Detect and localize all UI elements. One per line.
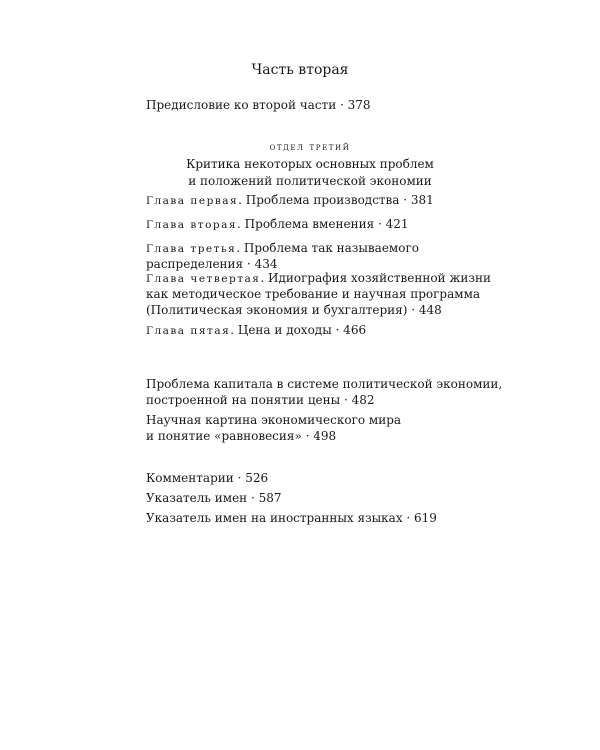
essay-entry-line: Проблема капитала в системе политической экономии,	[146, 377, 503, 391]
essay-entry-line: построенной на понятии цены · 482	[146, 393, 375, 407]
chapter-label: Глава пятая	[146, 325, 231, 337]
chapter-label: Глава четвертая	[146, 273, 261, 285]
chapter-label: Глава первая	[146, 195, 239, 207]
appendix-entry: Указатель имен · 587	[146, 491, 282, 505]
chapter-label: Глава третья	[146, 243, 237, 255]
chapter-title-cont: как методическое требование и научная программа	[146, 287, 481, 301]
chapter-entry	[146, 322, 366, 340]
essay-entry-line: и понятие «равновесия» · 498	[146, 429, 337, 443]
section-subtitle-1: Критика некоторых основных проблем	[186, 157, 434, 171]
chapter-title: . Идиография хозяйственной жизни	[260, 271, 491, 285]
chapter-entry	[146, 192, 434, 210]
appendix-entry: Комментарии · 526	[146, 471, 269, 485]
part-title: Часть вторая	[251, 62, 349, 78]
chapter-title: . Проблема так называемого	[236, 241, 419, 255]
chapter-title: . Цена и доходы · 466	[230, 323, 367, 337]
section-label: отдел третий	[269, 141, 351, 153]
preface-entry: Предисловие ко второй части · 378	[146, 98, 371, 112]
appendix-entry: Указатель имен на иностранных языках · 619	[146, 511, 437, 525]
chapter-label: Глава вторая	[146, 219, 238, 231]
chapter-title: . Проблема производства · 381	[238, 193, 434, 207]
essay-entry-line: Научная картина экономического мира	[146, 413, 402, 427]
chapter-title-cont: распределения · 434	[146, 257, 278, 271]
section-subtitle-2: и положений политической экономии	[188, 174, 432, 188]
chapter-entry	[146, 216, 409, 234]
chapter-title-cont: (Политическая экономия и бухгалтерия) · 448	[146, 303, 442, 317]
chapter-title: . Проблема вменения · 421	[237, 217, 409, 231]
